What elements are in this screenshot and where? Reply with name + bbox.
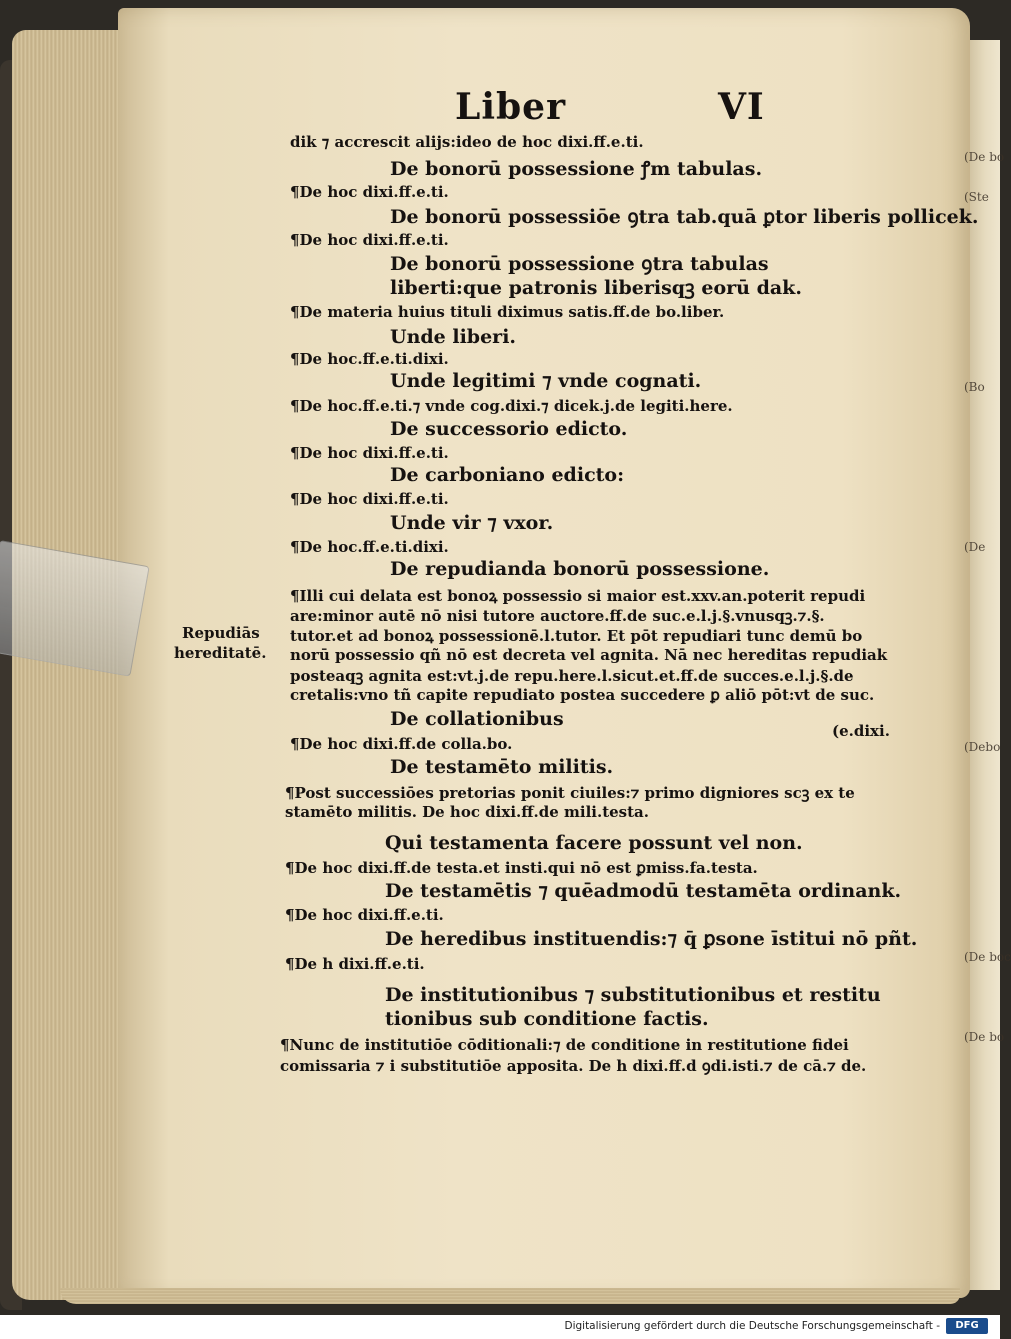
text-line: dik ⁊ accrescit alijs:ideo de hoc dixi.ff.e.ti. <box>290 133 644 151</box>
section-heading: Unde vir ⁊ vxor. <box>390 512 554 534</box>
running-head-right: VI <box>718 86 765 128</box>
facing-page-fragment: (Ste <box>964 190 989 204</box>
marginal-note: hereditatē. <box>174 644 267 662</box>
section-heading: De heredibus instituendis:⁊ q̄ ꝑsone īstitui nō pñt. <box>385 928 918 950</box>
section-heading: De successorio edicto. <box>390 418 628 440</box>
section-heading: De bonorū possessione ꝭm tabulas. <box>390 158 763 180</box>
bottom-page-edges <box>60 1288 960 1304</box>
section-heading: De repudianda bonorū possessione. <box>390 558 770 580</box>
text-line: ¶De hoc dixi.ff.e.ti. <box>290 444 449 462</box>
text-line: ¶Nunc de institutiōe cōditionali:⁊ de conditione in restitutione fidei <box>280 1036 849 1054</box>
text-line: ¶De hoc dixi.ff.de testa.et insti.qui nō est ꝑmiss.fa.testa. <box>285 859 758 877</box>
section-heading: De testamētis ⁊ quēadmodū testamēta ordinank. <box>385 880 902 902</box>
text-line: ¶De hoc dixi.ff.e.ti. <box>290 183 449 201</box>
section-heading: tionibus sub conditione factis. <box>385 1008 709 1030</box>
section-heading: De bonorū possessione ꝯtra tabulas <box>390 253 769 275</box>
facing-page-fragment: (Bo <box>964 380 985 394</box>
text-line: ¶De hoc dixi.ff.e.ti. <box>285 906 444 924</box>
text-line: ¶Illi cui delata est bonoꝝ possessio si maior est.xxv.an.poterit repudi <box>290 587 866 605</box>
section-heading: liberti:que patronis liberisqꝫ eorū dak. <box>390 277 802 299</box>
section-heading: Unde legitimi ⁊ vnde cognati. <box>390 370 702 392</box>
text-line: ¶De hoc dixi.ff.de colla.bo. <box>290 735 513 753</box>
text-line: comissaria ⁊ i substitutiōe apposita. De h dixi.ff.d ꝯdi.isti.⁊ de cā.⁊ de. <box>280 1057 867 1075</box>
section-heading: De institutionibus ⁊ substitutionibus et restitu <box>385 984 881 1006</box>
text-line: tutor.et ad bonoꝝ possessionē.l.tutor. Et pōt repudiari tunc demū bo <box>290 627 863 645</box>
text-line: ¶De hoc dixi.ff.e.ti. <box>290 231 449 249</box>
text-line: norū possessio qñ nō est decreta vel agnita. Nā nec hereditas repudiak <box>290 646 888 664</box>
text-line: ¶De hoc.ff.e.ti.⁊ vnde cog.dixi.⁊ dicek.j.de legiti.here. <box>290 397 733 415</box>
text-line: posteaqꝫ agnita est:vt.j.de repu.here.l.sicut.et.ff.de succes.e.l.j.§.de <box>290 667 854 685</box>
facing-page-fragment: (De <box>964 540 986 554</box>
facing-page-fragment: (De bo <box>964 150 1005 164</box>
section-heading: De testamēto militis. <box>390 756 614 778</box>
text-line: ¶De hoc.ff.e.ti.dixi. <box>290 538 449 556</box>
text-line: ¶Post successiōes pretorias ponit ciuiles:⁊ primo digniores scꝫ ex te <box>285 784 855 802</box>
dfg-logo: DFG <box>946 1318 988 1334</box>
section-heading: Qui testamenta facere possunt vel non. <box>385 832 803 854</box>
text-line: cretalis:vno tñ capite repudiato postea succedere ꝑ aliō pōt:vt de suc. <box>290 686 875 704</box>
facing-page-fragment: (Debo <box>964 740 1001 754</box>
text-line: (e.dixi. <box>832 722 890 740</box>
section-heading: De collationibus <box>390 708 564 730</box>
funding-credit: Digitalisierung gefördert durch die Deutsche Forschungsgemeinschaft - <box>564 1320 940 1332</box>
facing-page-fragment: (De bo <box>964 1030 1005 1044</box>
text-line: ¶De h dixi.ff.e.ti. <box>285 955 425 973</box>
text-line: are:minor autē nō nisi tutore auctore.ff.de suc.e.l.j.§.vnusqꝫ.⁊.§. <box>290 607 825 625</box>
section-heading: Unde liberi. <box>390 326 517 348</box>
facing-page-fragment: (De boc <box>964 950 1011 964</box>
marginal-note: Repudiās <box>182 624 260 642</box>
text-line: ¶De hoc.ff.e.ti.dixi. <box>290 350 449 368</box>
section-heading: De bonorū possessiōe ꝯtra tab.quā ꝑtor liberis pollicek. <box>390 206 979 228</box>
running-head-left: Liber <box>455 86 567 128</box>
text-line: stamēto militis. De hoc dixi.ff.de mili.testa. <box>285 803 649 821</box>
text-line: ¶De materia huius tituli diximus satis.ff.de bo.liber. <box>290 303 725 321</box>
section-heading: De carboniano edicto: <box>390 464 625 486</box>
text-line: ¶De hoc dixi.ff.e.ti. <box>290 490 449 508</box>
